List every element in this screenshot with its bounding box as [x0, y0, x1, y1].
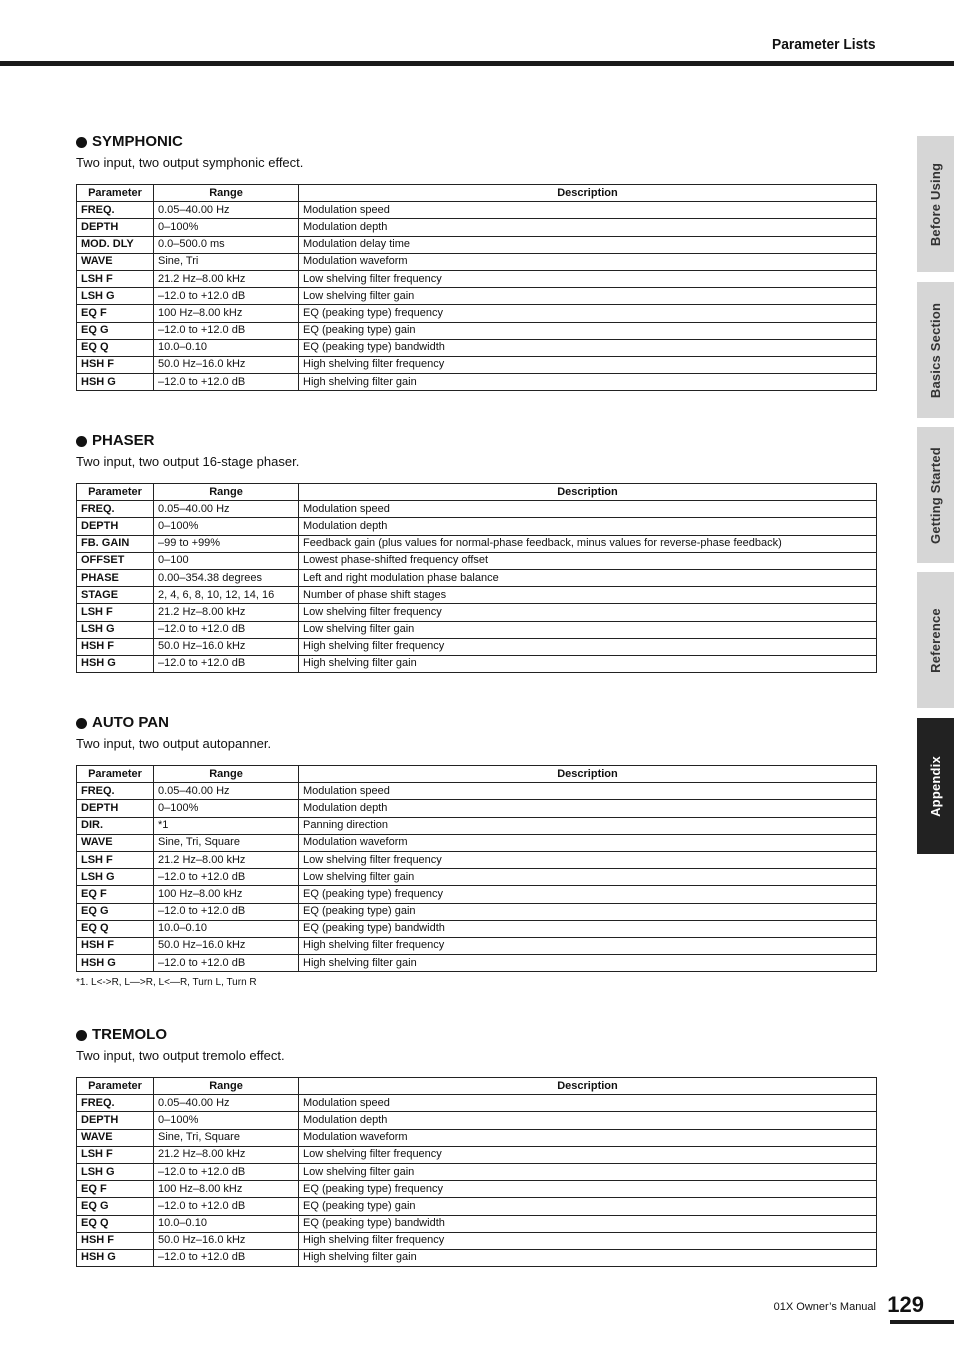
parameter-cell: HSH F	[77, 638, 154, 655]
column-header-parameter: Parameter	[77, 1078, 154, 1095]
parameter-cell: EQ Q	[77, 1215, 154, 1232]
range-cell: 10.0–0.10	[154, 920, 299, 937]
description-cell: Modulation delay time	[299, 236, 877, 253]
table-row	[77, 638, 877, 655]
side-tab-label: Appendix	[928, 755, 944, 817]
section-title	[76, 133, 877, 151]
parameter-cell: DIR.	[77, 817, 154, 834]
table-row	[77, 356, 877, 373]
parameter-cell: OFFSET	[77, 552, 154, 569]
description-cell: Modulation speed	[299, 783, 877, 800]
parameter-table	[76, 765, 877, 972]
table-row	[77, 1181, 877, 1198]
column-header-range: Range	[154, 484, 299, 501]
parameter-table	[76, 483, 877, 673]
range-cell: Sine, Tri, Square	[154, 1129, 299, 1146]
footer-manual-name: 01X Owner’s Manual	[773, 1301, 876, 1313]
table-row	[77, 783, 877, 800]
parameter-cell: FREQ.	[77, 501, 154, 518]
range-cell: –12.0 to +12.0 dB	[154, 955, 299, 972]
range-cell: *1	[154, 817, 299, 834]
parameter-cell: WAVE	[77, 1129, 154, 1146]
section-title	[76, 714, 877, 732]
section-title	[76, 432, 877, 450]
table-row	[77, 886, 877, 903]
side-tab-before-using[interactable]	[917, 136, 954, 272]
section-tremolo	[76, 1026, 877, 1267]
description-cell: EQ (peaking type) bandwidth	[299, 1215, 877, 1232]
range-cell: 2, 4, 6, 8, 10, 12, 14, 16	[154, 587, 299, 604]
range-cell: 0.05–40.00 Hz	[154, 501, 299, 518]
section-title-text: TREMOLO	[92, 1026, 167, 1043]
description-cell: Modulation speed	[299, 1095, 877, 1112]
description-cell: EQ (peaking type) bandwidth	[299, 920, 877, 937]
table-row	[77, 236, 877, 253]
column-header-parameter: Parameter	[77, 185, 154, 202]
range-cell: 21.2 Hz–8.00 kHz	[154, 851, 299, 868]
range-cell: –12.0 to +12.0 dB	[154, 1163, 299, 1180]
range-cell: –12.0 to +12.0 dB	[154, 288, 299, 305]
description-cell: Left and right modulation phase balance	[299, 569, 877, 586]
range-cell: 0.05–40.00 Hz	[154, 783, 299, 800]
range-cell: –12.0 to +12.0 dB	[154, 322, 299, 339]
section-description: Two input, two output symphonic effect.	[76, 155, 304, 170]
parameter-cell: FB. GAIN	[77, 535, 154, 552]
parameter-cell: STAGE	[77, 587, 154, 604]
section-phaser	[76, 432, 877, 673]
parameter-cell: LSH G	[77, 1163, 154, 1180]
parameter-cell: EQ Q	[77, 920, 154, 937]
parameter-cell: LSH F	[77, 604, 154, 621]
parameter-cell: HSH F	[77, 356, 154, 373]
section-symphonic	[76, 133, 877, 391]
table-row	[77, 518, 877, 535]
parameter-cell: EQ G	[77, 1198, 154, 1215]
range-cell: 50.0 Hz–16.0 kHz	[154, 937, 299, 954]
table-row	[77, 1146, 877, 1163]
description-cell: EQ (peaking type) gain	[299, 322, 877, 339]
table-row	[77, 552, 877, 569]
table-row	[77, 253, 877, 270]
range-cell: 10.0–0.10	[154, 339, 299, 356]
side-tab-reference[interactable]	[917, 572, 954, 708]
column-header-description: Description	[299, 185, 877, 202]
parameter-cell: HSH F	[77, 1232, 154, 1249]
range-cell: 21.2 Hz–8.00 kHz	[154, 270, 299, 287]
table-row	[77, 374, 877, 391]
description-cell: Modulation waveform	[299, 834, 877, 851]
column-header-range: Range	[154, 1078, 299, 1095]
page-number: 129	[887, 1292, 924, 1317]
table-header-row	[77, 1078, 877, 1095]
table-row	[77, 1198, 877, 1215]
section-description: Two input, two output 16-stage phaser.	[76, 454, 300, 469]
description-cell: High shelving filter gain	[299, 1249, 877, 1266]
range-cell: –12.0 to +12.0 dB	[154, 655, 299, 672]
description-cell: High shelving filter frequency	[299, 937, 877, 954]
section-description: Two input, two output autopanner.	[76, 736, 272, 751]
table-row	[77, 1232, 877, 1249]
range-cell: 100 Hz–8.00 kHz	[154, 305, 299, 322]
table-row	[77, 920, 877, 937]
column-header-description: Description	[299, 1078, 877, 1095]
range-cell: Sine, Tri	[154, 253, 299, 270]
parameter-cell: HSH F	[77, 937, 154, 954]
table-row	[77, 903, 877, 920]
table-row	[77, 339, 877, 356]
range-cell: Sine, Tri, Square	[154, 834, 299, 851]
description-cell: EQ (peaking type) gain	[299, 903, 877, 920]
parameter-cell: LSH F	[77, 1146, 154, 1163]
section-title-text: SYMPHONIC	[92, 133, 183, 150]
parameter-cell: LSH G	[77, 288, 154, 305]
range-cell: 50.0 Hz–16.0 kHz	[154, 638, 299, 655]
description-cell: EQ (peaking type) bandwidth	[299, 339, 877, 356]
table-row	[77, 288, 877, 305]
section-title	[76, 1026, 877, 1044]
range-cell: –12.0 to +12.0 dB	[154, 374, 299, 391]
parameter-cell: DEPTH	[77, 518, 154, 535]
range-cell: 0.00–354.38 degrees	[154, 569, 299, 586]
table-row	[77, 655, 877, 672]
table-row	[77, 587, 877, 604]
table-row	[77, 869, 877, 886]
description-cell: EQ (peaking type) frequency	[299, 305, 877, 322]
range-cell: –12.0 to +12.0 dB	[154, 621, 299, 638]
parameter-cell: DEPTH	[77, 1112, 154, 1129]
parameter-cell: HSH G	[77, 955, 154, 972]
footnote: *1. L<->R, L—>R, L<—R, Turn L, Turn R	[76, 977, 257, 989]
side-tab-getting-started[interactable]	[917, 427, 954, 563]
range-cell: 100 Hz–8.00 kHz	[154, 1181, 299, 1198]
description-cell: Modulation speed	[299, 501, 877, 518]
description-cell: EQ (peaking type) frequency	[299, 886, 877, 903]
range-cell: –12.0 to +12.0 dB	[154, 1198, 299, 1215]
bullet-icon	[76, 1030, 87, 1041]
description-cell: High shelving filter frequency	[299, 638, 877, 655]
page-number-rule	[890, 1320, 954, 1324]
parameter-cell: EQ F	[77, 305, 154, 322]
table-row	[77, 1249, 877, 1266]
table-row	[77, 1095, 877, 1112]
description-cell: Modulation depth	[299, 219, 877, 236]
range-cell: –99 to +99%	[154, 535, 299, 552]
description-cell: Low shelving filter frequency	[299, 1146, 877, 1163]
column-header-range: Range	[154, 766, 299, 783]
range-cell: 21.2 Hz–8.00 kHz	[154, 1146, 299, 1163]
parameter-cell: LSH G	[77, 869, 154, 886]
range-cell: 50.0 Hz–16.0 kHz	[154, 1232, 299, 1249]
range-cell: 0–100%	[154, 518, 299, 535]
description-cell: Lowest phase-shifted frequency offset	[299, 552, 877, 569]
parameter-cell: EQ G	[77, 322, 154, 339]
table-row	[77, 955, 877, 972]
range-cell: 10.0–0.10	[154, 1215, 299, 1232]
table-row	[77, 501, 877, 518]
table-row	[77, 270, 877, 287]
table-row	[77, 834, 877, 851]
table-row	[77, 937, 877, 954]
parameter-cell: EQ F	[77, 886, 154, 903]
table-row	[77, 202, 877, 219]
parameter-cell: FREQ.	[77, 1095, 154, 1112]
description-cell: Low shelving filter frequency	[299, 851, 877, 868]
description-cell: Modulation depth	[299, 800, 877, 817]
side-tab-label: Before Using	[928, 162, 943, 246]
table-row	[77, 1112, 877, 1129]
description-cell: Modulation waveform	[299, 253, 877, 270]
description-cell: High shelving filter gain	[299, 655, 877, 672]
column-header-parameter: Parameter	[77, 766, 154, 783]
range-cell: –12.0 to +12.0 dB	[154, 903, 299, 920]
range-cell: 0–100%	[154, 1112, 299, 1129]
side-tab-basics-section[interactable]	[917, 282, 954, 418]
table-row	[77, 219, 877, 236]
side-tab-label: Basics Section	[928, 302, 944, 398]
parameter-cell: FREQ.	[77, 783, 154, 800]
range-cell: 50.0 Hz–16.0 kHz	[154, 356, 299, 373]
parameter-cell: DEPTH	[77, 800, 154, 817]
bullet-icon	[76, 718, 87, 729]
parameter-cell: EQ Q	[77, 339, 154, 356]
description-cell: Low shelving filter gain	[299, 621, 877, 638]
table-header-row	[77, 484, 877, 501]
section-auto-pan	[76, 714, 877, 988]
table-header-row	[77, 766, 877, 783]
parameter-cell: FREQ.	[77, 202, 154, 219]
parameter-cell: HSH G	[77, 655, 154, 672]
description-cell: EQ (peaking type) frequency	[299, 1181, 877, 1198]
side-tab-label: Reference	[928, 607, 944, 673]
table-row	[77, 1163, 877, 1180]
parameter-table	[76, 1077, 877, 1267]
range-cell: 0.05–40.00 Hz	[154, 202, 299, 219]
table-row	[77, 817, 877, 834]
range-cell: –12.0 to +12.0 dB	[154, 869, 299, 886]
side-tab-appendix[interactable]	[917, 718, 954, 854]
column-header-description: Description	[299, 484, 877, 501]
description-cell: Low shelving filter gain	[299, 1163, 877, 1180]
description-cell: High shelving filter gain	[299, 374, 877, 391]
table-row	[77, 305, 877, 322]
table-row	[77, 621, 877, 638]
header-rule	[0, 61, 954, 66]
section-title-text: AUTO PAN	[92, 714, 169, 731]
table-row	[77, 322, 877, 339]
section-description: Two input, two output tremolo effect.	[76, 1048, 285, 1063]
description-cell: Low shelving filter gain	[299, 288, 877, 305]
description-cell: EQ (peaking type) gain	[299, 1198, 877, 1215]
table-header-row	[77, 185, 877, 202]
range-cell: 100 Hz–8.00 kHz	[154, 886, 299, 903]
description-cell: Feedback gain (plus values for normal-phase feedback, minus values for reverse-phase feedback)	[299, 535, 877, 552]
description-cell: High shelving filter frequency	[299, 356, 877, 373]
description-cell: Modulation speed	[299, 202, 877, 219]
parameter-cell: WAVE	[77, 253, 154, 270]
table-row	[77, 1215, 877, 1232]
description-cell: High shelving filter frequency	[299, 1232, 877, 1249]
description-cell: Low shelving filter gain	[299, 869, 877, 886]
bullet-icon	[76, 137, 87, 148]
parameter-cell: DEPTH	[77, 219, 154, 236]
range-cell: –12.0 to +12.0 dB	[154, 1249, 299, 1266]
parameter-cell: PHASE	[77, 569, 154, 586]
parameter-cell: WAVE	[77, 834, 154, 851]
range-cell: 0.0–500.0 ms	[154, 236, 299, 253]
column-header-range: Range	[154, 185, 299, 202]
parameter-cell: LSH G	[77, 621, 154, 638]
description-cell: Panning direction	[299, 817, 877, 834]
parameter-cell: LSH F	[77, 270, 154, 287]
description-cell: Modulation waveform	[299, 1129, 877, 1146]
description-cell: Number of phase shift stages	[299, 587, 877, 604]
table-row	[77, 535, 877, 552]
description-cell: Modulation depth	[299, 518, 877, 535]
description-cell: High shelving filter gain	[299, 955, 877, 972]
description-cell: Modulation depth	[299, 1112, 877, 1129]
range-cell: 0–100%	[154, 800, 299, 817]
range-cell: 0–100	[154, 552, 299, 569]
table-row	[77, 800, 877, 817]
section-title-text: PHASER	[92, 432, 155, 449]
table-row	[77, 569, 877, 586]
range-cell: 21.2 Hz–8.00 kHz	[154, 604, 299, 621]
parameter-table	[76, 184, 877, 391]
description-cell: Low shelving filter frequency	[299, 270, 877, 287]
description-cell: Low shelving filter frequency	[299, 604, 877, 621]
parameter-cell: MOD. DLY	[77, 236, 154, 253]
bullet-icon	[76, 436, 87, 447]
table-row	[77, 604, 877, 621]
column-header-description: Description	[299, 766, 877, 783]
table-row	[77, 1129, 877, 1146]
column-header-parameter: Parameter	[77, 484, 154, 501]
page-header-title: Parameter Lists	[772, 36, 876, 53]
parameter-cell: HSH G	[77, 1249, 154, 1266]
range-cell: 0–100%	[154, 219, 299, 236]
parameter-cell: HSH G	[77, 374, 154, 391]
parameter-cell: EQ G	[77, 903, 154, 920]
side-tab-label: Getting Started	[928, 446, 943, 544]
parameter-cell: EQ F	[77, 1181, 154, 1198]
table-row	[77, 851, 877, 868]
parameter-cell: LSH F	[77, 851, 154, 868]
range-cell: 0.05–40.00 Hz	[154, 1095, 299, 1112]
